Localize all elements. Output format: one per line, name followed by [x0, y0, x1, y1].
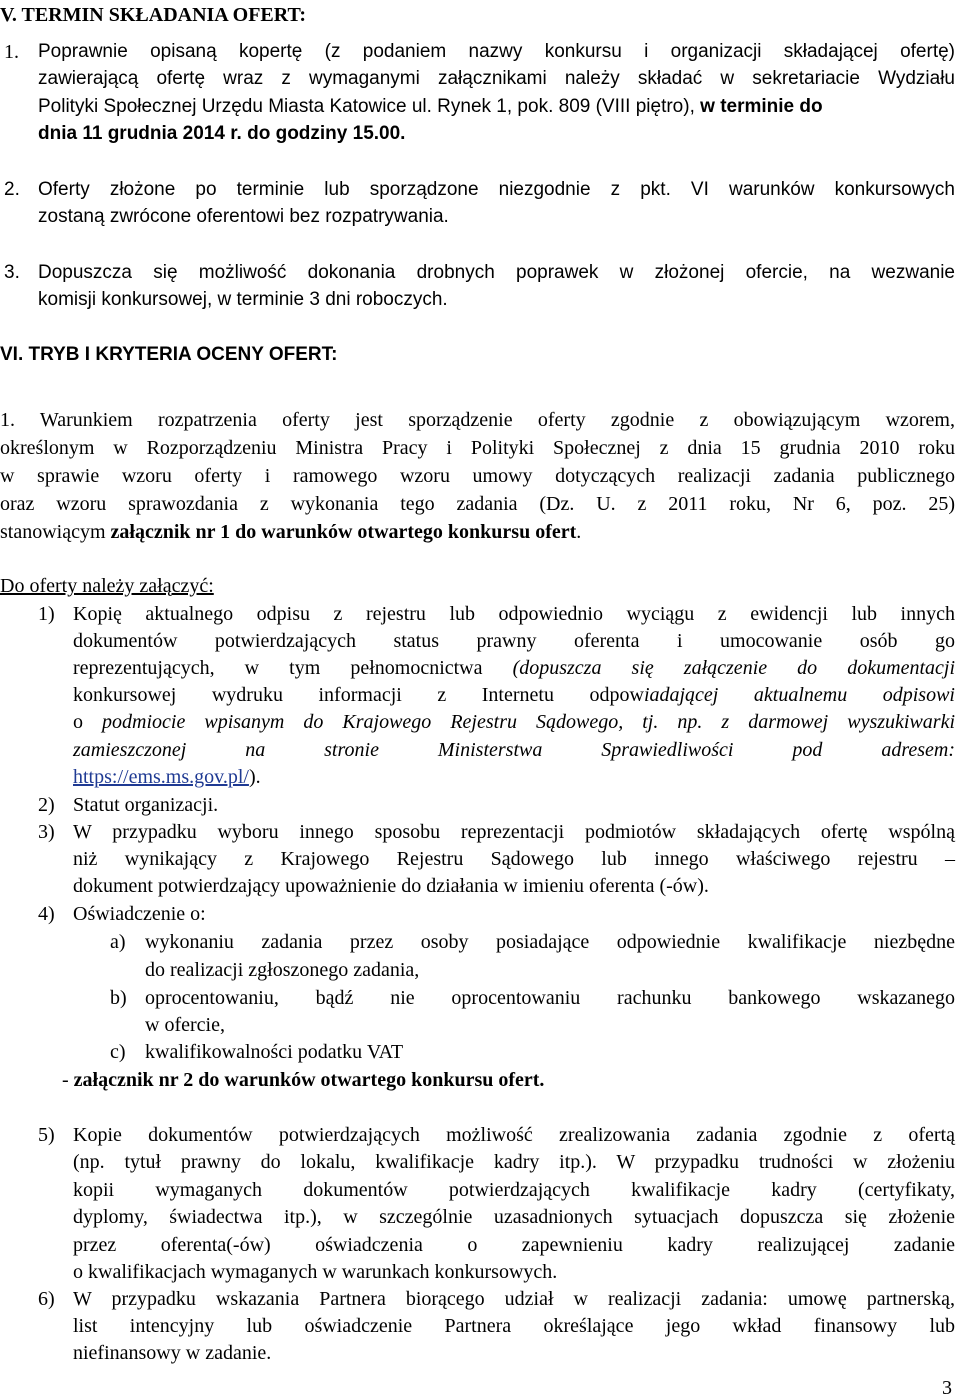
deadline-text: dnia 11 grudnia 2014 r. do godziny 15.00.: [38, 123, 406, 144]
paragraph-line: oraz wzoru sprawozdania z wykonania tego zadania (Dz. U. z 2011 roku, Nr 6, poz. 25): [0, 493, 955, 515]
list-number: 5): [38, 1124, 55, 1146]
paragraph-line: https://ems.ms.gov.pl/).: [73, 766, 261, 788]
paragraph-line: Poprawnie opisaną kopertę (z podaniem nazwy konkursu i organizacji składającej ofertę): [38, 41, 955, 62]
list-number: 2): [38, 794, 55, 816]
paragraph-line: 1. Warunkiem rozpatrzenia oferty jest sporządzenie oferty zgodnie z obowiązującym wzorem,: [0, 409, 955, 431]
list-number: 1): [38, 603, 55, 625]
attachment-2-note: - załącznik nr 2 do warunków otwartego konkursu ofert.: [62, 1069, 545, 1091]
paragraph-line: do realizacji zgłoszonego zadania,: [145, 959, 420, 981]
paragraph-line: stanowiącym załącznik nr 1 do warunków otwartego konkursu ofert.: [0, 521, 582, 543]
list-number: 2.: [4, 179, 20, 200]
paragraph-line: Dopuszcza się możliwość dokonania drobnych poprawek w złożonej ofercie, na wezwanie: [38, 262, 955, 283]
paragraph-line: o kwalifikacjach wymaganych w warunkach konkursowych.: [73, 1261, 558, 1283]
paragraph-line: reprezentujących, w tym pełnomocnictwa (dopuszcza się załączenie do dokumentacji: [73, 657, 955, 679]
paragraph-line: niż wynikający z Krajowego Rejestru Sądowego lub innego właściwego rejestru –: [73, 848, 955, 870]
list-number: 3.: [4, 262, 20, 283]
paragraph-line: kwalifikowalności podatku VAT: [145, 1041, 404, 1063]
paragraph-line: komisji konkursowej, w terminie 3 dni roboczych.: [38, 289, 448, 310]
attachments-heading: Do oferty należy załączyć:: [0, 575, 214, 597]
paragraph-line: Oferty złożone po terminie lub sporządzone niezgodnie z pkt. VI warunków konkursowych: [38, 179, 955, 200]
list-number: 4): [38, 903, 55, 925]
paragraph-line: Oświadczenie o:: [73, 903, 206, 925]
paragraph-line: Polityki Społecznej Urzędu Miasta Katowice ul. Rynek 1, pok. 809 (VIII piętro), w terminie do: [38, 96, 823, 117]
paragraph-line: określonym w Rozporządzeniu Ministra Pracy i Polityki Społecznej z dnia 15 grudnia 2010 roku: [0, 437, 955, 459]
list-number: 3): [38, 821, 55, 843]
paragraph-line: zamieszczonej na stronie Ministerstwa Sprawiedliwości pod adresem:: [73, 739, 955, 761]
page-number: 3: [942, 1377, 952, 1399]
sublist-letter: b): [110, 987, 127, 1009]
paragraph-line: konkursowej wydruku informacji z Internetu odpowiadającej aktualnemu odpisowi: [73, 684, 955, 706]
list-number: 1.: [4, 41, 19, 63]
paragraph-line: dokumentów potwierdzających status prawny oferenta i umocowanie osób go: [73, 630, 955, 652]
paragraph-line: zawierającą ofertę wraz z wymaganymi załącznikami należy składać w sekretariacie Wydziału: [38, 68, 955, 89]
paragraph-line: dyplomy, świadectwa itp.), w szczególnie uzasadnionych sytuacjach dopuszcza się złożenie: [73, 1206, 955, 1228]
paragraph-line: W przypadku wyboru innego sposobu reprezentacji podmiotów składających ofertę wspólną: [73, 821, 955, 843]
sublist-letter: a): [110, 931, 126, 953]
paragraph-line: przez oferenta(-ów) oświadczenia o zapewnieniu kadry realizującej zadanie: [73, 1234, 955, 1256]
paragraph-line: oprocentowaniu, bądź nie oprocentowaniu rachunku bankowego wskazanego: [145, 987, 955, 1009]
paragraph-line: dokument potwierdzający upoważnienie do działania w imieniu oferenta (-ów).: [73, 875, 709, 897]
paragraph-line: list intencyjny lub oświadczenie Partnera określające jego wkład finansowy lub: [73, 1315, 955, 1337]
list-number: 6): [38, 1288, 55, 1310]
paragraph-line: kopii wymaganych dokumentów potwierdzających kwalifikacje kadry (certyfikaty,: [73, 1179, 955, 1201]
paragraph-line: (np. tytuł prawny do lokalu, kwalifikacje kadry itp.). W przypadku trudności w złożeniu: [73, 1151, 955, 1173]
paragraph-line: niefinansowy w zadanie.: [73, 1342, 272, 1364]
paragraph-line: W przypadku wskazania Partnera biorącego udział w realizacji zadania: umowę partnerską,: [73, 1288, 955, 1310]
paragraph-line: zostaną zwrócone oferentowi bez rozpatrywania.: [38, 206, 449, 227]
krs-link[interactable]: https://ems.ms.gov.pl/: [73, 766, 249, 788]
paragraph-line: wykonaniu zadania przez osoby posiadające odpowiednie kwalifikacje niezbędne: [145, 931, 955, 953]
paragraph-line: Kopie dokumentów potwierdzających możliwość zrealizowania zadania zgodnie z ofertą: [73, 1124, 955, 1146]
paragraph-line: Statut organizacji.: [73, 794, 219, 816]
sublist-letter: c): [110, 1041, 126, 1063]
paragraph-line: Kopię aktualnego odpisu z rejestru lub odpowiednio wyciągu z ewidencji lub innych: [73, 603, 955, 625]
section-v-heading: V. TERMIN SKŁADANIA OFERT:: [0, 4, 307, 26]
section-vi-heading: VI. TRYB I KRYTERIA OCENY OFERT:: [0, 344, 338, 365]
paragraph-line: w sprawie wzoru oferty i ramowego wzoru umowy dotyczących realizacji zadania publicznego: [0, 465, 955, 487]
paragraph-line: w ofercie,: [145, 1014, 225, 1036]
paragraph-line: o podmiocie wpisanym do Krajowego Rejestru Sądowego, tj. np. z darmowej wyszukiwarki: [73, 711, 956, 733]
